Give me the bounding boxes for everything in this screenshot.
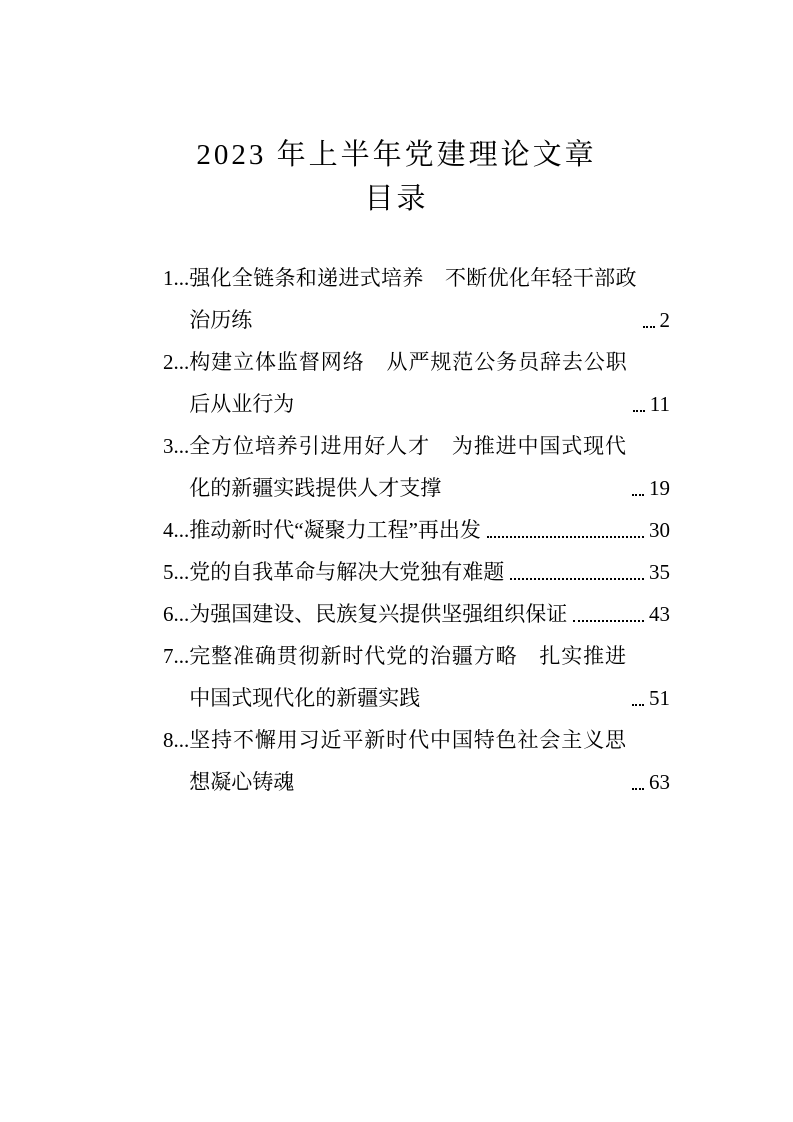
toc-dot-leader <box>487 536 644 538</box>
toc-entry[interactable] <box>163 425 670 509</box>
toc-dot-leader <box>573 620 644 622</box>
toc-entry-index: 3 <box>163 434 174 458</box>
toc-entry[interactable] <box>163 341 670 425</box>
toc-entry-number <box>163 635 189 677</box>
toc-entry-number <box>163 341 189 383</box>
toc-entry-number <box>163 257 189 299</box>
toc-entry[interactable] <box>163 593 670 635</box>
toc-entry-title: 推动新时代“凝聚力工程”再出发 <box>189 518 481 542</box>
toc-entry-index: 1 <box>163 266 174 290</box>
toc-entry-index: 4 <box>163 518 174 542</box>
toc-entry-page-number: 11 <box>649 392 670 416</box>
toc-entry-page-number: 35 <box>649 560 670 584</box>
toc-entry-index: 7 <box>163 644 174 668</box>
toc-dot-leader <box>632 494 644 496</box>
toc-entry-page-number: 51 <box>649 686 670 710</box>
toc-entry-title: 全方位培养引进用好人才 为推进中国式现代化的新疆实践提供人才支撑 <box>189 434 626 500</box>
toc-entry[interactable] <box>163 509 670 551</box>
toc-entry-page-number: 30 <box>649 518 670 542</box>
toc-entry-separator: ... <box>173 350 190 374</box>
toc-entry-separator: ... <box>173 434 190 458</box>
toc-entry-separator: ... <box>173 602 190 626</box>
toc-entry-page-number: 19 <box>649 476 670 500</box>
toc-list <box>163 257 670 803</box>
toc-entry-separator: ... <box>173 560 190 584</box>
toc-entry-title: 构建立体监督网络 从严规范公务员辞去公职后从业行为 <box>189 350 627 416</box>
toc-entry-page-number: 63 <box>649 770 670 794</box>
toc-entry-separator: ... <box>173 644 190 668</box>
toc-entry-number <box>163 551 189 593</box>
toc-dot-leader <box>510 578 644 580</box>
toc-entry-number <box>163 509 189 551</box>
toc-entry-index: 5 <box>163 560 174 584</box>
toc-entry[interactable] <box>163 551 670 593</box>
toc-entry-number <box>163 593 189 635</box>
toc-entry-index: 8 <box>163 728 174 752</box>
toc-entry-number <box>163 425 189 467</box>
toc-entry[interactable] <box>163 635 670 719</box>
toc-heading: 目录 <box>364 183 429 215</box>
toc-dot-leader <box>643 326 655 328</box>
toc-entry-index: 2 <box>163 350 174 374</box>
toc-entry-separator: ... <box>173 728 190 752</box>
toc-dot-leader <box>632 704 644 706</box>
toc-entry-page-number: 2 <box>659 308 670 332</box>
toc-entry-index: 6 <box>163 602 174 626</box>
toc-entry-title: 为强国建设、民族复兴提供坚强组织保证 <box>189 602 568 626</box>
toc-entry-separator: ... <box>173 518 190 542</box>
toc-entry-title: 党的自我革命与解决大党独有难题 <box>189 560 505 584</box>
toc-entry-page-number: 43 <box>649 602 670 626</box>
toc-entry[interactable] <box>163 257 670 341</box>
toc-dot-leader <box>633 410 645 412</box>
toc-entry-title: 强化全链条和递进式培养 不断优化年轻干部政治历练 <box>189 266 637 332</box>
toc-entry-title: 完整准确贯彻新时代党的治疆方略 扎实推进中国式现代化的新疆实践 <box>189 644 626 710</box>
document-title: 2023 年上半年党建理论文章 <box>196 139 597 171</box>
toc-entry-separator: ... <box>173 266 190 290</box>
toc-entry-title: 坚持不懈用习近平新时代中国特色社会主义思想凝心铸魂 <box>189 728 626 794</box>
toc-entry[interactable] <box>163 719 670 803</box>
toc-entry-number <box>163 719 189 761</box>
toc-dot-leader <box>632 788 644 790</box>
